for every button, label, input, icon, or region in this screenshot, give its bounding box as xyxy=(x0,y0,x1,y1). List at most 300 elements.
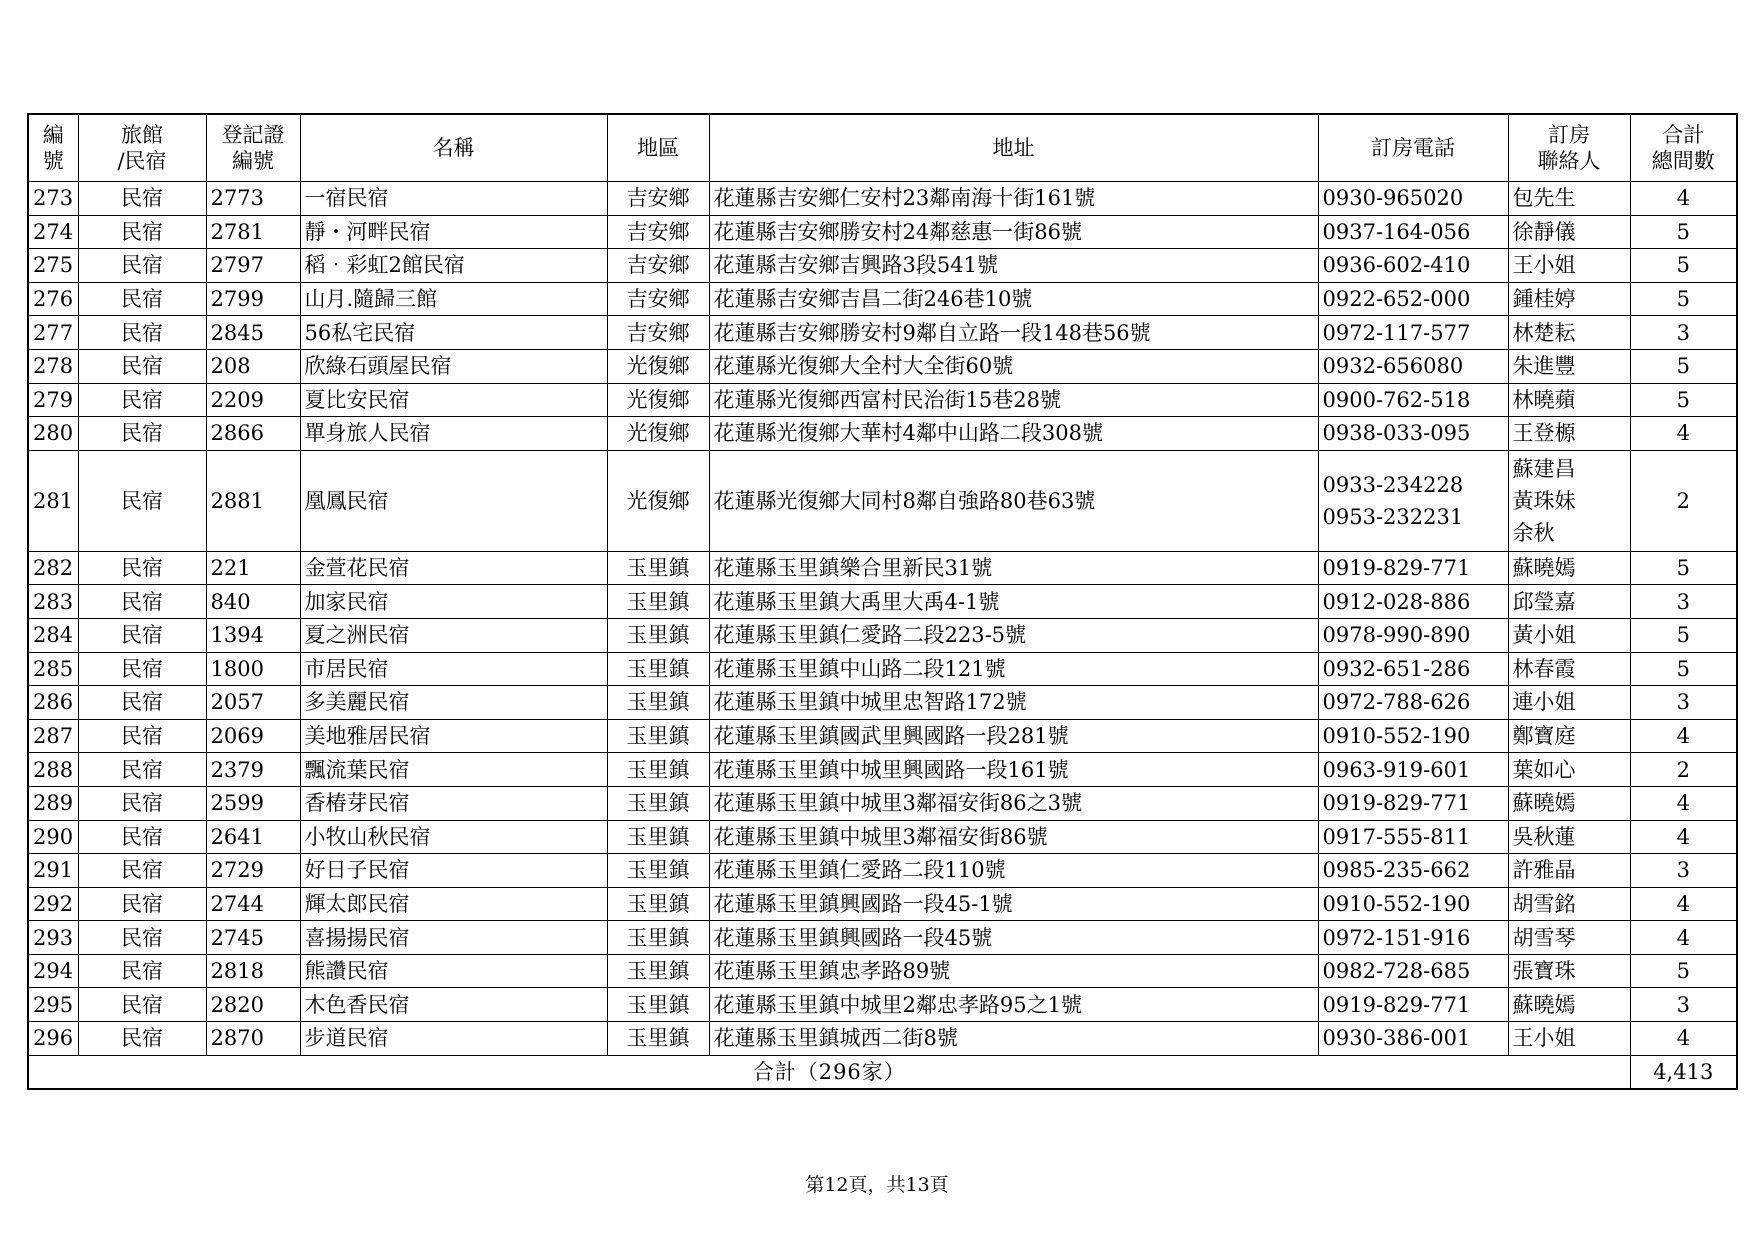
cell-address: 花蓮縣吉安鄉吉昌二街246巷10號 xyxy=(709,282,1318,316)
cell-name: 香椿芽民宿 xyxy=(300,786,607,820)
cell-address: 花蓮縣玉里鎮中城里3鄰福安街86之3號 xyxy=(709,786,1318,820)
cell-contact-line: 連小姐 xyxy=(1512,690,1576,715)
cell-address: 花蓮縣玉里鎮仁愛路二段110號 xyxy=(709,854,1318,888)
cell-name: 飄流葉民宿 xyxy=(300,753,607,787)
cell-phone-line: 0932-651-286 xyxy=(1322,656,1471,681)
cell-area: 玉里鎮 xyxy=(607,820,709,854)
cell-rooms: 4 xyxy=(1630,786,1737,820)
cell-phone xyxy=(1318,652,1508,686)
cell-reg: 2744 xyxy=(206,887,300,921)
cell-contact xyxy=(1508,182,1630,216)
cell-contact xyxy=(1508,249,1630,283)
cell-contact-line: 鄭寶庭 xyxy=(1512,724,1576,749)
cell-address: 花蓮縣玉里鎮中城里興國路一段161號 xyxy=(709,753,1318,787)
cell-no: 280 xyxy=(28,417,78,451)
cell-area: 玉里鎮 xyxy=(607,786,709,820)
cell-type: 民宿 xyxy=(78,887,206,921)
cell-rooms: 4 xyxy=(1630,417,1737,451)
cell-area: 玉里鎮 xyxy=(607,921,709,955)
cell-rooms: 5 xyxy=(1630,249,1737,283)
cell-no: 279 xyxy=(28,383,78,417)
cell-area: 玉里鎮 xyxy=(607,1022,709,1056)
cell-reg: 2745 xyxy=(206,921,300,955)
cell-name: 夏之洲民宿 xyxy=(300,618,607,652)
cell-phone-line: 0910-552-190 xyxy=(1322,724,1471,749)
cell-area: 玉里鎮 xyxy=(607,988,709,1022)
cell-type: 民宿 xyxy=(78,652,206,686)
cell-address: 花蓮縣光復鄉西富村民治街15巷28號 xyxy=(709,383,1318,417)
table-row xyxy=(28,652,1737,686)
cell-rooms: 5 xyxy=(1630,618,1737,652)
cell-rooms: 3 xyxy=(1630,585,1737,619)
cell-contact-line: 鍾桂婷 xyxy=(1512,287,1576,312)
cell-type: 民宿 xyxy=(78,921,206,955)
cell-contact-line: 蘇建昌 xyxy=(1512,456,1576,481)
cell-phone xyxy=(1318,887,1508,921)
cell-name: 夏比安民宿 xyxy=(300,383,607,417)
cell-phone xyxy=(1318,182,1508,216)
cell-name: 市居民宿 xyxy=(300,652,607,686)
cell-address: 花蓮縣吉安鄉勝安村9鄰自立路一段148巷56號 xyxy=(709,316,1318,350)
cell-reg: 2866 xyxy=(206,417,300,451)
cell-rooms: 4 xyxy=(1630,921,1737,955)
cell-type: 民宿 xyxy=(78,316,206,350)
cell-contact xyxy=(1508,282,1630,316)
cell-no: 296 xyxy=(28,1022,78,1056)
cell-rooms: 5 xyxy=(1630,383,1737,417)
cell-phone-line: 0982-728-685 xyxy=(1322,959,1471,984)
cell-no: 276 xyxy=(28,282,78,316)
cell-contact xyxy=(1508,215,1630,249)
cell-area: 玉里鎮 xyxy=(607,652,709,686)
cell-phone-line: 0912-028-886 xyxy=(1322,589,1471,614)
table-row xyxy=(28,988,1737,1022)
cell-name: 凰鳳民宿 xyxy=(300,450,607,551)
cell-no: 281 xyxy=(28,450,78,551)
cell-name: 熊讚民宿 xyxy=(300,954,607,988)
cell-area: 玉里鎮 xyxy=(607,551,709,585)
cell-phone-line: 0922-652-000 xyxy=(1322,287,1471,312)
cell-area: 玉里鎮 xyxy=(607,719,709,753)
cell-area: 玉里鎮 xyxy=(607,854,709,888)
cell-no: 282 xyxy=(28,551,78,585)
cell-name: 靜・河畔民宿 xyxy=(300,215,607,249)
table-row xyxy=(28,786,1737,820)
cell-area: 玉里鎮 xyxy=(607,753,709,787)
cell-rooms: 4 xyxy=(1630,182,1737,216)
cell-contact xyxy=(1508,786,1630,820)
cell-type: 民宿 xyxy=(78,954,206,988)
page-footer: 第12頁，共13頁 xyxy=(805,1174,949,1196)
cell-address: 花蓮縣玉里鎮國武里興國路一段281號 xyxy=(709,719,1318,753)
cell-address: 花蓮縣玉里鎮大禹里大禹4-1號 xyxy=(709,585,1318,619)
cell-contact xyxy=(1508,585,1630,619)
cell-rooms: 2 xyxy=(1630,753,1737,787)
cell-rooms: 5 xyxy=(1630,954,1737,988)
cell-address: 花蓮縣吉安鄉仁安村23鄰南海十街161號 xyxy=(709,182,1318,216)
table-row xyxy=(28,954,1737,988)
cell-reg: 221 xyxy=(206,551,300,585)
cell-area: 光復鄉 xyxy=(607,450,709,551)
cell-phone xyxy=(1318,786,1508,820)
header-area: 地區 xyxy=(607,114,709,182)
cell-contact xyxy=(1508,753,1630,787)
cell-phone xyxy=(1318,988,1508,1022)
cell-no: 289 xyxy=(28,786,78,820)
cell-phone xyxy=(1318,249,1508,283)
cell-contact-line: 黃小姐 xyxy=(1512,623,1576,648)
cell-reg: 2799 xyxy=(206,282,300,316)
cell-contact-line: 蘇曉嫣 xyxy=(1512,992,1576,1017)
cell-address: 花蓮縣吉安鄉吉興路3段541號 xyxy=(709,249,1318,283)
cell-no: 288 xyxy=(28,753,78,787)
cell-contact-line: 余秋 xyxy=(1512,520,1555,545)
table-row xyxy=(28,887,1737,921)
cell-no: 295 xyxy=(28,988,78,1022)
cell-reg: 2845 xyxy=(206,316,300,350)
cell-phone xyxy=(1318,450,1508,551)
table-row xyxy=(28,921,1737,955)
cell-area: 玉里鎮 xyxy=(607,954,709,988)
cell-contact-line: 林楚耘 xyxy=(1512,320,1576,345)
cell-reg: 2641 xyxy=(206,820,300,854)
cell-contact-line: 黃珠妹 xyxy=(1512,488,1576,513)
cell-rooms: 5 xyxy=(1630,551,1737,585)
cell-contact-line: 徐靜儀 xyxy=(1512,219,1576,244)
cell-no: 283 xyxy=(28,585,78,619)
cell-type: 民宿 xyxy=(78,686,206,720)
cell-area: 玉里鎮 xyxy=(607,585,709,619)
cell-phone xyxy=(1318,618,1508,652)
cell-contact-line: 王小姐 xyxy=(1512,253,1576,278)
cell-phone-line: 0910-552-190 xyxy=(1322,891,1471,916)
cell-phone xyxy=(1318,1022,1508,1056)
cell-name: 一宿民宿 xyxy=(300,182,607,216)
cell-reg: 2881 xyxy=(206,450,300,551)
cell-address: 花蓮縣玉里鎮忠孝路89號 xyxy=(709,954,1318,988)
cell-type: 民宿 xyxy=(78,753,206,787)
cell-no: 277 xyxy=(28,316,78,350)
cell-contact-line: 王小姐 xyxy=(1512,1026,1576,1051)
cell-phone xyxy=(1318,686,1508,720)
cell-phone-line: 0919-829-771 xyxy=(1322,556,1471,581)
table-row xyxy=(28,349,1737,383)
cell-type: 民宿 xyxy=(78,719,206,753)
cell-reg: 1800 xyxy=(206,652,300,686)
cell-name: 小牧山秋民宿 xyxy=(300,820,607,854)
cell-reg: 2870 xyxy=(206,1022,300,1056)
cell-rooms: 2 xyxy=(1630,450,1737,551)
total-value: 4,413 xyxy=(1630,1055,1737,1089)
cell-contact xyxy=(1508,954,1630,988)
cell-address: 花蓮縣玉里鎮中城里3鄰福安街86號 xyxy=(709,820,1318,854)
cell-contact xyxy=(1508,450,1630,551)
cell-contact xyxy=(1508,921,1630,955)
cell-contact xyxy=(1508,820,1630,854)
cell-reg: 2069 xyxy=(206,719,300,753)
cell-reg: 2773 xyxy=(206,182,300,216)
cell-address: 花蓮縣吉安鄉勝安村24鄰慈惠一街86號 xyxy=(709,215,1318,249)
cell-type: 民宿 xyxy=(78,585,206,619)
cell-area: 吉安鄉 xyxy=(607,316,709,350)
cell-reg: 2057 xyxy=(206,686,300,720)
cell-rooms: 4 xyxy=(1630,820,1737,854)
lodging-registry-table xyxy=(27,113,1738,1090)
cell-name: 多美麗民宿 xyxy=(300,686,607,720)
header-contact: 訂房 聯絡人 xyxy=(1508,114,1630,182)
total-row xyxy=(28,1055,1737,1089)
cell-address: 花蓮縣玉里鎮城西二街8號 xyxy=(709,1022,1318,1056)
cell-name: 喜揚揚民宿 xyxy=(300,921,607,955)
cell-contact xyxy=(1508,1022,1630,1056)
cell-no: 294 xyxy=(28,954,78,988)
cell-phone-line: 0972-151-916 xyxy=(1322,925,1471,950)
cell-phone-line: 0972-788-626 xyxy=(1322,690,1471,715)
cell-phone-line: 0919-829-771 xyxy=(1322,791,1471,816)
cell-no: 291 xyxy=(28,854,78,888)
table-row xyxy=(28,1022,1737,1056)
cell-name: 好日子民宿 xyxy=(300,854,607,888)
cell-reg: 2797 xyxy=(206,249,300,283)
cell-reg: 1394 xyxy=(206,618,300,652)
cell-phone xyxy=(1318,585,1508,619)
cell-no: 278 xyxy=(28,349,78,383)
cell-contact xyxy=(1508,854,1630,888)
cell-area: 光復鄉 xyxy=(607,383,709,417)
cell-reg: 840 xyxy=(206,585,300,619)
table-row xyxy=(28,551,1737,585)
cell-name: 輝太郎民宿 xyxy=(300,887,607,921)
cell-phone-line: 0938-033-095 xyxy=(1322,421,1471,446)
cell-area: 玉里鎮 xyxy=(607,686,709,720)
cell-name: 美地雅居民宿 xyxy=(300,719,607,753)
cell-contact-line: 蘇曉嫣 xyxy=(1512,791,1576,816)
cell-contact xyxy=(1508,383,1630,417)
cell-rooms: 3 xyxy=(1630,686,1737,720)
cell-phone-line: 0978-990-890 xyxy=(1322,623,1471,648)
cell-contact xyxy=(1508,349,1630,383)
cell-type: 民宿 xyxy=(78,417,206,451)
cell-reg: 208 xyxy=(206,349,300,383)
header-phone: 訂房電話 xyxy=(1318,114,1508,182)
cell-name: 金萱花民宿 xyxy=(300,551,607,585)
header-rooms: 合計 總間數 xyxy=(1630,114,1737,182)
cell-rooms: 5 xyxy=(1630,215,1737,249)
cell-phone-line: 0919-829-771 xyxy=(1322,992,1471,1017)
cell-rooms: 5 xyxy=(1630,282,1737,316)
cell-contact-line: 胡雪銘 xyxy=(1512,891,1576,916)
cell-name: 木色香民宿 xyxy=(300,988,607,1022)
cell-phone xyxy=(1318,282,1508,316)
cell-phone-line: 0932-656080 xyxy=(1322,354,1464,379)
cell-reg: 2599 xyxy=(206,786,300,820)
cell-reg: 2781 xyxy=(206,215,300,249)
cell-rooms: 3 xyxy=(1630,854,1737,888)
cell-rooms: 4 xyxy=(1630,887,1737,921)
cell-contact xyxy=(1508,652,1630,686)
cell-no: 290 xyxy=(28,820,78,854)
cell-type: 民宿 xyxy=(78,618,206,652)
cell-address: 花蓮縣光復鄉大全村大全街60號 xyxy=(709,349,1318,383)
cell-reg: 2729 xyxy=(206,854,300,888)
table-row xyxy=(28,719,1737,753)
cell-phone-line: 0937-164-056 xyxy=(1322,219,1471,244)
cell-phone-line: 0985-235-662 xyxy=(1322,858,1471,883)
cell-contact-line: 王登榞 xyxy=(1512,421,1576,446)
cell-address: 花蓮縣玉里鎮興國路一段45號 xyxy=(709,921,1318,955)
cell-address: 花蓮縣玉里鎮中山路二段121號 xyxy=(709,652,1318,686)
cell-rooms: 3 xyxy=(1630,988,1737,1022)
cell-address: 花蓮縣光復鄉大同村8鄰自強路80巷63號 xyxy=(709,450,1318,551)
cell-no: 273 xyxy=(28,182,78,216)
cell-type: 民宿 xyxy=(78,383,206,417)
cell-no: 286 xyxy=(28,686,78,720)
cell-address: 花蓮縣玉里鎮樂合里新民31號 xyxy=(709,551,1318,585)
cell-type: 民宿 xyxy=(78,820,206,854)
cell-type: 民宿 xyxy=(78,551,206,585)
cell-name: 單身旅人民宿 xyxy=(300,417,607,451)
cell-name: 步道民宿 xyxy=(300,1022,607,1056)
header-name: 名稱 xyxy=(300,114,607,182)
table-row xyxy=(28,249,1737,283)
cell-name: 56私宅民宿 xyxy=(300,316,607,350)
cell-contact-line: 吳秋蓮 xyxy=(1512,824,1576,849)
cell-reg: 2820 xyxy=(206,988,300,1022)
cell-area: 光復鄉 xyxy=(607,349,709,383)
header-address: 地址 xyxy=(709,114,1318,182)
cell-address: 花蓮縣光復鄉大華村4鄰中山路二段308號 xyxy=(709,417,1318,451)
table-row xyxy=(28,417,1737,451)
cell-contact-line: 葉如心 xyxy=(1512,757,1576,782)
cell-phone xyxy=(1318,551,1508,585)
cell-phone-line: 0900-762-518 xyxy=(1322,387,1471,412)
cell-contact xyxy=(1508,316,1630,350)
cell-phone xyxy=(1318,820,1508,854)
cell-contact xyxy=(1508,551,1630,585)
cell-phone-line: 0936-602-410 xyxy=(1322,253,1471,278)
table-row xyxy=(28,316,1737,350)
cell-phone-line: 0963-919-601 xyxy=(1322,757,1471,782)
cell-type: 民宿 xyxy=(78,282,206,316)
cell-rooms: 4 xyxy=(1630,1022,1737,1056)
cell-phone xyxy=(1318,417,1508,451)
cell-contact xyxy=(1508,686,1630,720)
cell-type: 民宿 xyxy=(78,854,206,888)
cell-phone xyxy=(1318,349,1508,383)
cell-contact xyxy=(1508,988,1630,1022)
cell-address: 花蓮縣玉里鎮中城里2鄰忠孝路95之1號 xyxy=(709,988,1318,1022)
table-header xyxy=(28,114,1737,182)
cell-phone xyxy=(1318,854,1508,888)
cell-area: 玉里鎮 xyxy=(607,887,709,921)
cell-name: 稻‧彩虹2館民宿 xyxy=(300,249,607,283)
cell-type: 民宿 xyxy=(78,1022,206,1056)
cell-type: 民宿 xyxy=(78,249,206,283)
cell-phone xyxy=(1318,316,1508,350)
table-row xyxy=(28,686,1737,720)
cell-phone xyxy=(1318,753,1508,787)
cell-phone xyxy=(1318,921,1508,955)
cell-type: 民宿 xyxy=(78,450,206,551)
cell-no: 275 xyxy=(28,249,78,283)
table-row xyxy=(28,854,1737,888)
cell-reg: 2818 xyxy=(206,954,300,988)
cell-no: 284 xyxy=(28,618,78,652)
cell-phone xyxy=(1318,215,1508,249)
cell-address: 花蓮縣玉里鎮興國路一段45-1號 xyxy=(709,887,1318,921)
cell-phone-line: 0917-555-811 xyxy=(1322,824,1471,849)
header-type: 旅館 /民宿 xyxy=(78,114,206,182)
table-row xyxy=(28,820,1737,854)
cell-reg: 2209 xyxy=(206,383,300,417)
table-row xyxy=(28,282,1737,316)
cell-no: 285 xyxy=(28,652,78,686)
cell-contact-line: 蘇曉嫣 xyxy=(1512,556,1576,581)
cell-area: 吉安鄉 xyxy=(607,215,709,249)
cell-name: 山月.隨歸三館 xyxy=(300,282,607,316)
cell-no: 293 xyxy=(28,921,78,955)
cell-area: 光復鄉 xyxy=(607,417,709,451)
cell-phone-line: 0930-386-001 xyxy=(1322,1026,1471,1051)
table-body xyxy=(28,182,1737,1056)
cell-area: 吉安鄉 xyxy=(607,249,709,283)
table-row xyxy=(28,618,1737,652)
cell-type: 民宿 xyxy=(78,988,206,1022)
cell-no: 274 xyxy=(28,215,78,249)
cell-contact-line: 包先生 xyxy=(1512,186,1576,211)
table-row xyxy=(28,450,1737,551)
cell-contact xyxy=(1508,417,1630,451)
cell-phone-line: 0953-232231 xyxy=(1322,504,1464,529)
cell-phone xyxy=(1318,719,1508,753)
cell-phone-line: 0972-117-577 xyxy=(1322,320,1471,345)
cell-rooms: 3 xyxy=(1630,316,1737,350)
cell-reg: 2379 xyxy=(206,753,300,787)
cell-area: 吉安鄉 xyxy=(607,182,709,216)
cell-rooms: 5 xyxy=(1630,349,1737,383)
cell-type: 民宿 xyxy=(78,786,206,820)
cell-phone-line: 0930-965020 xyxy=(1322,186,1464,211)
cell-phone-line: 0933-234228 xyxy=(1322,472,1464,497)
cell-type: 民宿 xyxy=(78,349,206,383)
header-no: 編 號 xyxy=(28,114,78,182)
cell-name: 加家民宿 xyxy=(300,585,607,619)
cell-name: 欣綠石頭屋民宿 xyxy=(300,349,607,383)
cell-contact-line: 許雅晶 xyxy=(1512,858,1576,883)
table-row xyxy=(28,182,1737,216)
header-reg: 登記證 編號 xyxy=(206,114,300,182)
cell-contact-line: 林春霞 xyxy=(1512,656,1576,681)
cell-phone xyxy=(1318,383,1508,417)
cell-contact xyxy=(1508,887,1630,921)
cell-contact xyxy=(1508,719,1630,753)
cell-type: 民宿 xyxy=(78,182,206,216)
cell-rooms: 4 xyxy=(1630,719,1737,753)
cell-type: 民宿 xyxy=(78,215,206,249)
table-row xyxy=(28,585,1737,619)
cell-no: 292 xyxy=(28,887,78,921)
cell-contact-line: 胡雪琴 xyxy=(1512,925,1576,950)
cell-rooms: 5 xyxy=(1630,652,1737,686)
table-row xyxy=(28,383,1737,417)
cell-area: 吉安鄉 xyxy=(607,282,709,316)
cell-no: 287 xyxy=(28,719,78,753)
cell-address: 花蓮縣玉里鎮中城里忠智路172號 xyxy=(709,686,1318,720)
cell-area: 玉里鎮 xyxy=(607,618,709,652)
cell-contact xyxy=(1508,618,1630,652)
cell-contact-line: 張寶珠 xyxy=(1512,959,1576,984)
total-label: 合計（296家） xyxy=(28,1055,1630,1089)
